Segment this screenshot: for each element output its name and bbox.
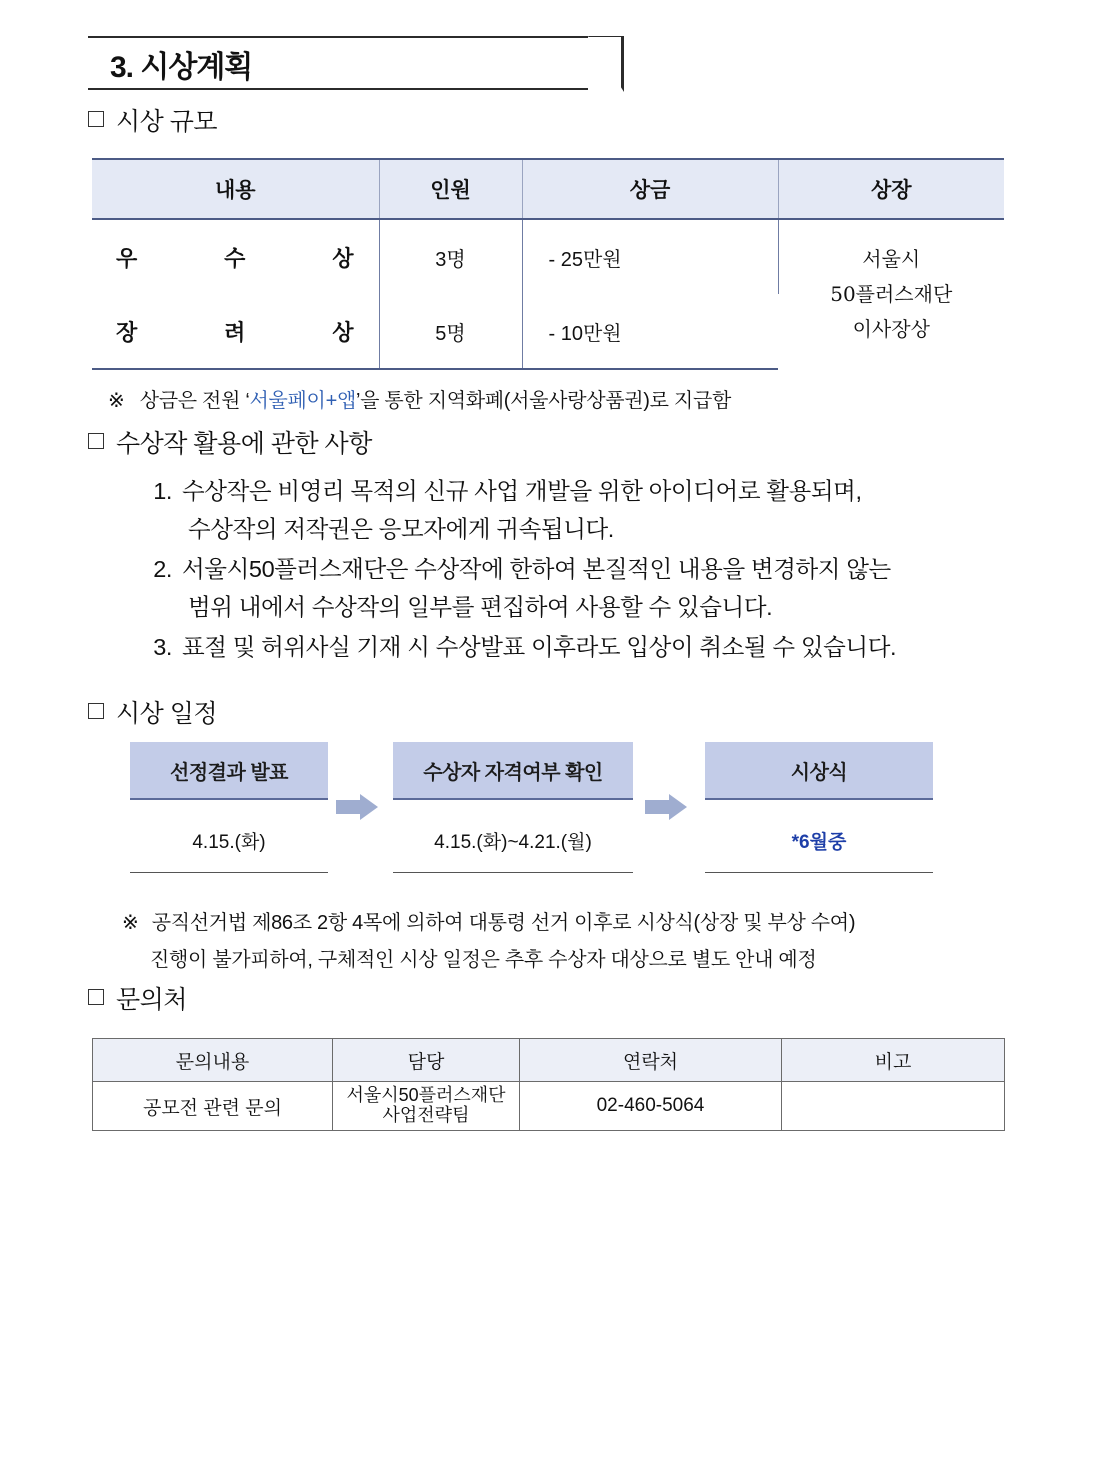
checkbox-square-icon	[88, 433, 104, 449]
flow-step-3-rule	[705, 872, 933, 873]
heading-usage	[88, 424, 372, 460]
flow-step-1-rule	[130, 872, 328, 873]
flow-step-2	[393, 742, 633, 873]
table-row	[92, 219, 1004, 294]
note-mark: ※	[122, 912, 139, 934]
heading-schedule-label: 시상 일정	[116, 700, 218, 728]
cell-phone: 02-460-5064	[520, 1082, 782, 1131]
checkbox-square-icon	[88, 111, 104, 127]
list-item	[136, 628, 1016, 666]
column-header-remark: 비고	[782, 1039, 1005, 1082]
table-header-row	[92, 159, 1004, 219]
flow-step-3-label: 시상식	[705, 742, 933, 800]
checkbox-square-icon	[88, 703, 104, 719]
list-item-line-1: 표절 및 허위사실 기재 시 수상발표 이후라도 입상이 취소될 수 있습니다.	[182, 634, 897, 661]
heading-schedule	[88, 694, 217, 730]
list-item-number: 1.	[153, 478, 172, 504]
heading-prize-scale	[88, 102, 217, 138]
cell-dept-line-1: 서울시50플러스재단	[346, 1085, 506, 1106]
cell-dept	[333, 1082, 520, 1131]
section-banner-notch	[588, 37, 621, 89]
list-item-number: 3.	[153, 634, 172, 661]
column-header-phone: 연락처	[520, 1039, 782, 1082]
page-title: 3. 시상계획	[110, 51, 253, 84]
list-item-line-1: 수상작은 비영리 목적의 신규 사업 개발을 위한 아이디어로 활용되며,	[182, 478, 862, 504]
flow-step-3	[705, 742, 933, 873]
list-item	[136, 550, 1016, 626]
schedule-note-text-1: 공직선거법 제86조 2항 4목에 의하여 대통령 선거 이후로 시상식(상장 및 부상 수여)	[151, 912, 856, 934]
checkbox-square-icon	[88, 989, 104, 1005]
usage-list	[136, 472, 1016, 668]
column-header-money: 상금	[522, 159, 778, 219]
column-header-inquiry: 문의내용	[93, 1039, 333, 1082]
cell-prize-name: 장 려 상	[92, 294, 379, 369]
section-heading	[88, 36, 588, 90]
column-header-certificate: 상장	[778, 159, 1004, 219]
table-header-row	[93, 1039, 1005, 1082]
prize-note	[108, 384, 731, 413]
cell-prize-money: - 25만원	[522, 219, 778, 294]
flow-step-1-label: 선정결과 발표	[130, 742, 328, 800]
prize-table	[92, 158, 1004, 370]
column-header-count: 인원	[379, 159, 522, 219]
column-header-dept: 담당	[333, 1039, 520, 1082]
schedule-flow	[130, 742, 950, 892]
cell-certificate	[778, 219, 1004, 369]
flow-step-1-date: 4.15.(화)	[192, 832, 266, 853]
cell-dept-line-2: 사업전략팀	[382, 1105, 470, 1125]
table-row	[93, 1082, 1005, 1131]
list-item-text	[182, 628, 1016, 666]
heading-usage-label: 수상작 활용에 관한 사항	[116, 430, 372, 458]
list-item-line-1: 서울시50플러스재단은 수상작에 한하여 본질적인 내용을 변경하지 않는	[182, 556, 891, 583]
schedule-note-text-2: 진행이 불가피하여, 구체적인 시상 일정은 추후 수상자 대상으로 별도 안내 예정	[150, 949, 817, 971]
flow-step-3-date: *6월중	[791, 832, 847, 853]
arrow-right-icon-2	[645, 794, 687, 820]
flow-step-2-date: 4.15.(화)~4.21.(월)	[434, 832, 592, 853]
list-item-number: 2.	[153, 556, 172, 583]
cell-prize-money: - 10만원	[522, 294, 778, 369]
prize-note-after: ’을 통한 지역화폐(서울사랑상품권)로 지급함	[355, 390, 731, 412]
cell-prize-count: 3명	[379, 219, 522, 294]
prize-note-highlight: 서울페이+앱	[249, 390, 356, 412]
list-item-text	[182, 472, 1016, 548]
flow-step-1	[130, 742, 328, 873]
list-item-text	[182, 550, 1016, 626]
cell-prize-count: 5명	[379, 294, 522, 369]
flow-step-2-rule	[393, 872, 633, 873]
column-header-content: 내용	[92, 159, 379, 219]
flow-step-2-label: 수상자 자격여부 확인	[393, 742, 633, 800]
schedule-note-line-1	[122, 906, 855, 935]
certificate-line-3: 이사장상	[852, 317, 930, 341]
prize-note-before: 상금은 전원 ‘	[139, 390, 250, 412]
cell-inquiry: 공모전 관련 문의	[93, 1082, 333, 1131]
list-item-line-2: 수상작의 저작권은 응모자에게 귀속됩니다.	[188, 516, 614, 543]
arrow-right-icon-1	[336, 794, 378, 820]
heading-contact	[88, 980, 187, 1016]
contact-table	[92, 1038, 1005, 1131]
cell-remark	[782, 1082, 1005, 1131]
schedule-note-line-2	[150, 943, 816, 972]
list-item-line-2: 범위 내에서 수상작의 일부를 편집하여 사용할 수 있습니다.	[188, 594, 773, 621]
cell-prize-name: 우 수 상	[92, 219, 379, 294]
certificate-line-2: 50플러스재단	[830, 282, 953, 306]
note-mark: ※	[108, 390, 125, 412]
heading-contact-label: 문의처	[116, 986, 187, 1014]
certificate-line-1: 서울시	[862, 247, 921, 271]
heading-prize-scale-label: 시상 규모	[116, 108, 218, 136]
list-item	[136, 472, 1016, 548]
